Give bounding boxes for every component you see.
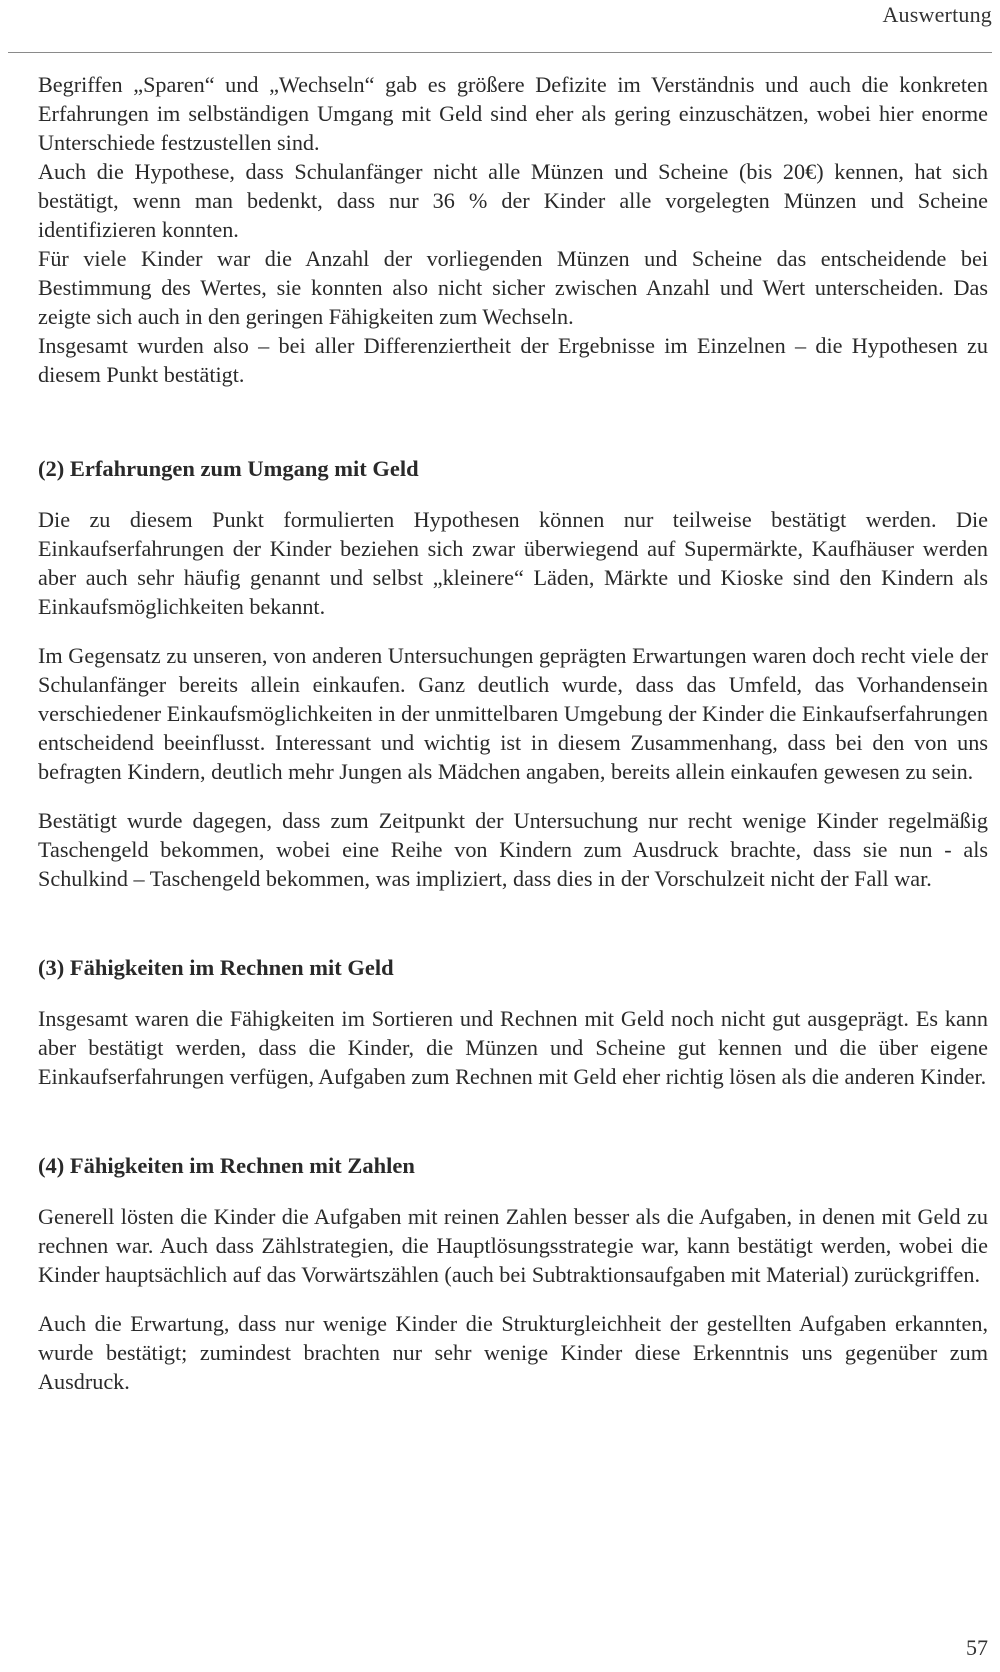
running-header: Auswertung xyxy=(882,2,992,27)
section-2-paragraph-2: Im Gegensatz zu unseren, von anderen Untersuchungen geprägten Erwartungen waren doch recht viele der Schulanfänger bereits allein einkaufen. Ganz deutlich wurde, dass das Umfeld, das Vorhandensein verschiedener Einkaufsmöglichkeiten in der unmittelbaren Umgebung der Kinder die Einkaufserfahrungen entscheidend beeinflusst. Interessant und wichtig ist in diesem Zusammenhang, dass bei den von uns befragten Kindern, deutlich mehr Jungen als Mädchen angaben, bereits allein einkaufen gewesen zu sein. xyxy=(38,643,988,784)
page-number: 57 xyxy=(966,1635,988,1660)
section-2-paragraph-1: Die zu diesem Punkt formulierten Hypothesen können nur teilweise bestätigt werden. Die Einkaufserfahrungen der Kinder beziehen sich zwar überwiegend auf Supermärkte, Kaufhäuser werden aber auch sehr häufig genannt und selbst „kleinere“ Läden, Märkte und Kioske sind den Kindern als Einkaufsmöglichkeiten bekannt. xyxy=(38,507,988,619)
header-rule xyxy=(8,52,992,53)
intro-paragraph-3: Für viele Kinder war die Anzahl der vorliegenden Münzen und Scheine das entscheidende bei Bestimmung des Wertes, sie konnten also nicht sicher zwischen Anzahl und Wert unterscheiden. Das zeigte sich auch in den geringen Fähigkeiten zum Wechseln. xyxy=(38,246,988,329)
intro-paragraph-4: Insgesamt wurden also – bei aller Differenziertheit der Ergebnisse im Einzelnen – die Hypothesen zu diesem Punkt bestätigt. xyxy=(38,333,988,387)
section-4-paragraph-1: Generell lösten die Kinder die Aufgaben mit reinen Zahlen besser als die Aufgaben, in denen mit Geld zu rechnen war. Auch dass Zählstrategien, die Hauptlösungsstrategie war, kann bestätigt werden, wobei die Kinder hauptsächlich auf das Vorwärtszählen (auch bei Subtraktionsaufgaben mit Material) zurückgriffen. xyxy=(38,1204,988,1287)
section-2-paragraph-3: Bestätigt wurde dagegen, dass zum Zeitpunkt der Untersuchung nur recht wenige Kinder regelmäßig Taschengeld bekommen, wobei eine Reihe von Kindern zum Ausdruck brachte, dass sie nun - als Schulkind – Taschengeld bekommen, was impliziert, dass dies in der Vorschulzeit nicht der Fall war. xyxy=(38,808,988,891)
intro-paragraph-2: Auch die Hypothese, dass Schulanfänger nicht alle Münzen und Scheine (bis 20€) kennen, hat sich bestätigt, wenn man bedenkt, dass nur 36 % der Kinder alle vorgelegten Münzen und Scheine identifizieren konnten. xyxy=(38,159,988,242)
section-4-paragraph-2: Auch die Erwartung, dass nur wenige Kinder die Strukturgleichheit der gestellten Aufgaben erkannten, wurde bestätigt; zumindest brachten nur sehr wenige Kinder diese Erkenntnis uns gegenüber zum Ausdruck. xyxy=(38,1311,988,1394)
section-4-heading: (4) Fähigkeiten im Rechnen mit Zahlen xyxy=(38,1153,415,1178)
section-3-heading: (3) Fähigkeiten im Rechnen mit Geld xyxy=(38,955,394,980)
section-2-heading: (2) Erfahrungen zum Umgang mit Geld xyxy=(38,456,419,481)
page-body xyxy=(38,70,988,1396)
section-3-paragraph-1: Insgesamt waren die Fähigkeiten im Sortieren und Rechnen mit Geld noch nicht gut ausgeprägt. Es kann aber bestätigt werden, dass die Kinder, die Münzen und Scheine gut kennen und die über eigene Einkaufserfahrungen verfügen, Aufgaben zum Rechnen mit Geld eher richtig lösen als die anderen Kinder. xyxy=(38,1006,988,1089)
intro-paragraph-1: Begriffen „Sparen“ und „Wechseln“ gab es größere Defizite im Verständnis und auch die konkreten Erfahrungen im selbständigen Umgang mit Geld sind eher als gering einzuschätzen, wobei hier enorme Unterschiede festzustellen sind. xyxy=(38,72,988,155)
